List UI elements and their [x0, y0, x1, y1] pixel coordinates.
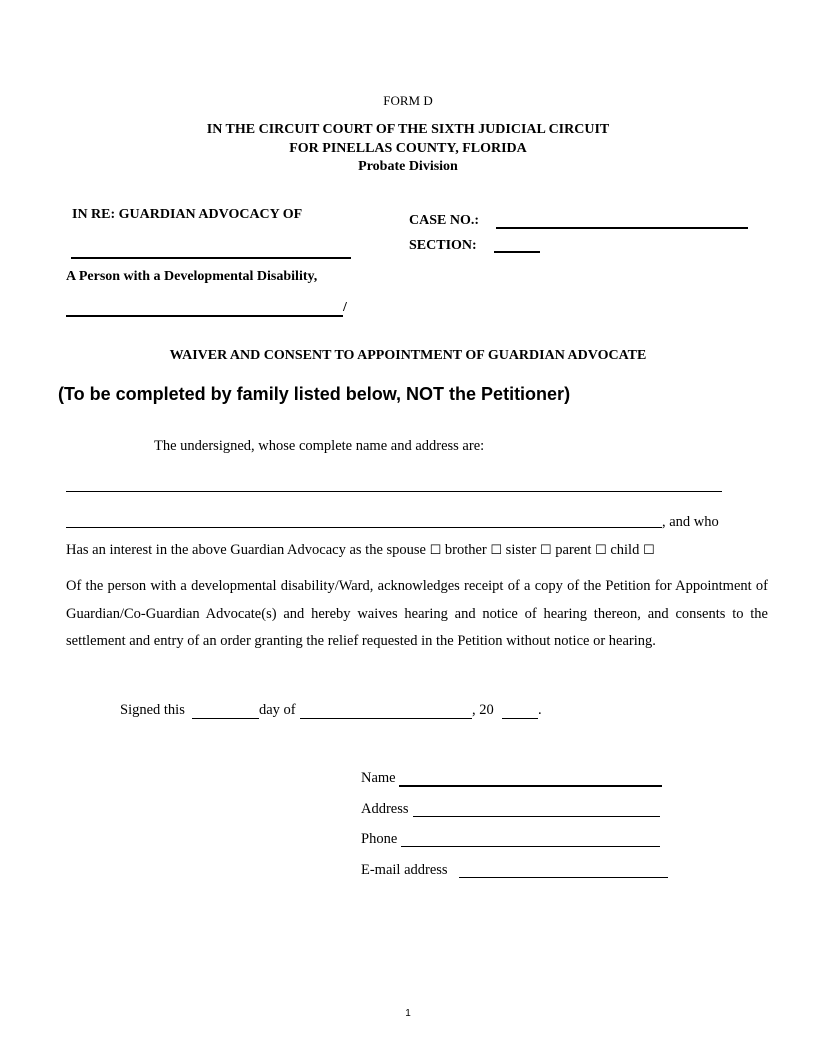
section-field[interactable]: [494, 251, 540, 253]
court-line-1: IN THE CIRCUIT COURT OF THE SIXTH JUDICIAL CIRCUIT: [206, 122, 610, 137]
relation-prefix: Has an interest in the above Guardian Advocacy as the spouse: [66, 542, 426, 558]
caption-slash: /: [343, 300, 347, 315]
case-no-field[interactable]: [496, 227, 748, 229]
case-no-label: CASE NO.:: [409, 213, 480, 228]
signed-end-period: .: [538, 702, 542, 718]
year-prefix-label: , 20: [472, 702, 494, 718]
in-re-label: IN RE: GUARDIAN ADVOCACY OF: [72, 207, 303, 222]
name-field[interactable]: [399, 785, 662, 787]
phone-field[interactable]: [401, 846, 660, 847]
signed-year-field[interactable]: [502, 718, 538, 719]
name-address-line-2[interactable]: [66, 527, 662, 528]
checkbox-brother[interactable]: ☐: [490, 543, 503, 558]
checkbox-spouse[interactable]: ☐: [429, 543, 442, 558]
ward-name-line[interactable]: [71, 257, 351, 259]
and-who-text: , and who: [662, 514, 719, 530]
form-label: FORM D: [383, 93, 433, 108]
address-label: Address: [361, 801, 409, 817]
option-brother: brother: [444, 542, 487, 558]
day-of-label: day of: [259, 702, 296, 718]
instruction-text: (To be completed by family listed below, NOT the Petitioner): [58, 384, 571, 404]
court-line-2: FOR PINELLAS COUNTY, FLORIDA: [289, 141, 527, 156]
intro-text: The undersigned, whose complete name and address are:: [154, 438, 485, 454]
email-field[interactable]: [459, 877, 668, 878]
checkbox-parent[interactable]: ☐: [595, 543, 607, 558]
caption-close-line: [66, 315, 343, 317]
checkbox-sister[interactable]: ☐: [539, 543, 552, 558]
division-label: Probate Division: [358, 159, 458, 174]
address-field[interactable]: [413, 816, 660, 817]
option-child: child: [610, 542, 640, 558]
section-label: SECTION:: [409, 238, 477, 253]
name-address-line-1[interactable]: [66, 491, 722, 492]
document-title: WAIVER AND CONSENT TO APPOINTMENT OF GUARDIAN ADVOCATE: [169, 348, 647, 363]
option-sister: sister: [505, 542, 537, 558]
signed-this-label: Signed this: [120, 702, 185, 718]
body-paragraph: Of the person with a developmental disability/Ward, acknowledges receipt of a copy of the Petition for Appointment of Guardian/Co-Guardian Advocate(s) and hereby waives hearing and notice of hearing thereon, and consents to the settlement and entry of an order granting the relief requested in the Petition without notice or hearing.: [66, 578, 768, 649]
name-label: Name: [361, 770, 396, 786]
relation-line: [66, 542, 655, 559]
signed-month-field[interactable]: [300, 718, 472, 719]
page-number: 1: [405, 1008, 411, 1019]
option-parent: parent: [555, 542, 592, 558]
email-label: E-mail address: [361, 862, 448, 878]
person-label: A Person with a Developmental Disability,: [66, 269, 318, 284]
signed-day-field[interactable]: [192, 718, 259, 719]
checkbox-child[interactable]: ☐: [642, 543, 655, 558]
phone-label: Phone: [361, 831, 398, 847]
